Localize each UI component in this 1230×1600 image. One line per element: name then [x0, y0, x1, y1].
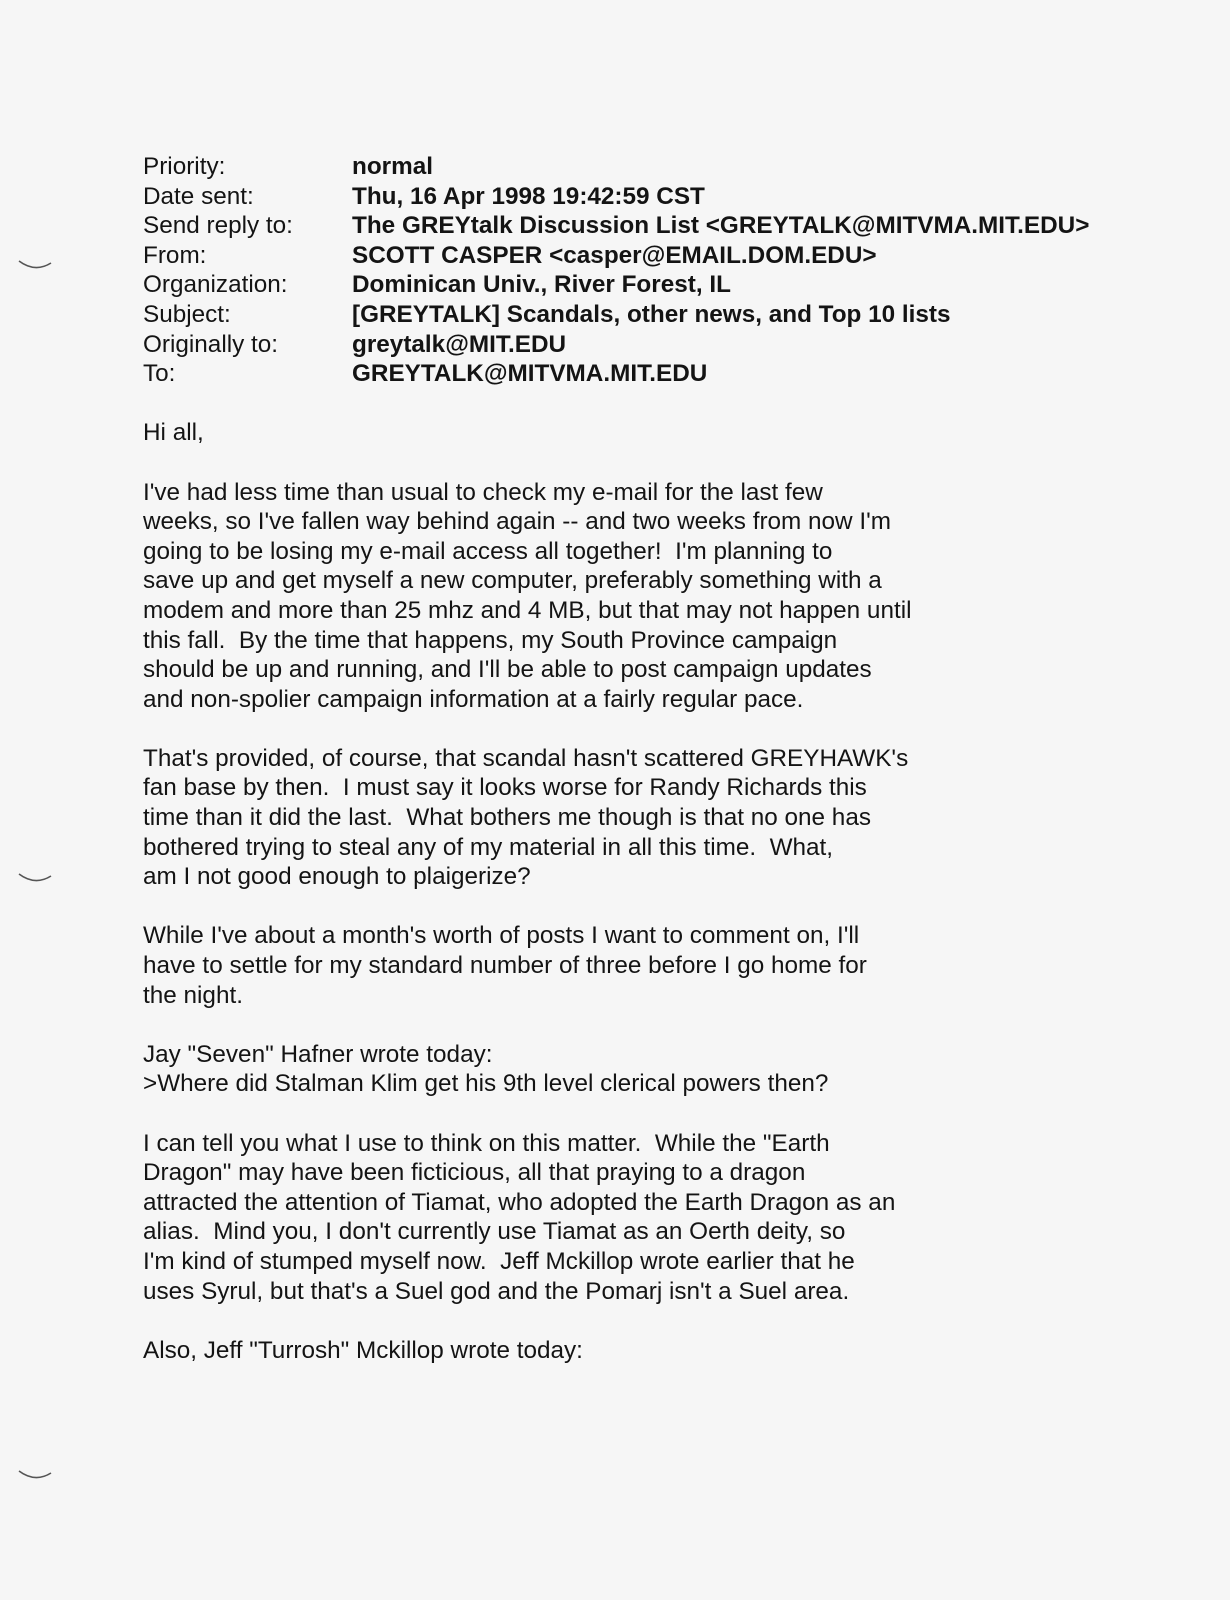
header-value: GREYTALK@MITVMA.MIT.EDU	[352, 360, 708, 388]
text-line: going to be losing my e-mail access all together! I'm planning to	[143, 537, 833, 565]
header-label: From:	[143, 241, 207, 269]
text-line: I've had less time than usual to check my e-mail for the last few	[143, 478, 823, 506]
paragraph	[143, 744, 1089, 892]
header-label: Date sent:	[143, 182, 254, 210]
text-line: am I not good enough to plaigerize?	[143, 863, 531, 891]
text-line: Also, Jeff "Turrosh" Mckillop wrote today:	[143, 1336, 583, 1364]
header-row	[143, 152, 1089, 182]
paragraph	[143, 418, 1089, 448]
text-line: and non-spolier campaign information at a fairly regular pace.	[143, 685, 804, 713]
text-line: save up and get myself a new computer, preferably something with a	[143, 567, 882, 595]
header-value: greytalk@MIT.EDU	[352, 330, 567, 358]
header-value: normal	[352, 153, 434, 180]
header-value: Dominican Univ., River Forest, IL	[352, 271, 731, 299]
hole-punch-mark-icon	[18, 872, 52, 884]
email-printout	[143, 152, 1089, 1365]
hole-punch-mark-icon	[18, 1469, 52, 1481]
hole-punch-mark-icon	[18, 259, 52, 271]
text-line: this fall. By the time that happens, my South Province campaign	[143, 626, 838, 654]
text-line: attracted the attention of Tiamat, who adopted the Earth Dragon as an	[143, 1188, 896, 1216]
header-label: Subject:	[143, 300, 231, 328]
text-line: Dragon" may have been ficticious, all that praying to a dragon	[143, 1159, 806, 1187]
text-line: Hi all,	[143, 419, 204, 447]
paragraph	[143, 478, 1089, 715]
text-line: should be up and running, and I'll be able to post campaign updates	[143, 656, 872, 684]
header-row	[143, 270, 1089, 300]
header-label: To:	[143, 360, 176, 388]
paragraph	[143, 1336, 1089, 1366]
header-row	[143, 241, 1089, 271]
text-line: time than it did the last. What bothers me though is that no one has	[143, 804, 871, 832]
header-row	[143, 330, 1089, 360]
text-line: Jay "Seven" Hafner wrote today:	[143, 1040, 493, 1068]
text-line: alias. Mind you, I don't currently use Tiamat as an Oerth deity, so	[143, 1218, 846, 1246]
email-header	[143, 152, 1089, 389]
header-label: Originally to:	[143, 330, 279, 358]
header-value: Thu, 16 Apr 1998 19:42:59 CST	[352, 182, 705, 210]
header-label: Priority:	[143, 153, 226, 180]
text-line: >Where did Stalman Klim get his 9th level clerical powers then?	[143, 1070, 829, 1098]
text-line: bothered trying to steal any of my material in all this time. What,	[143, 833, 834, 861]
text-line: I can tell you what I use to think on this matter. While the "Earth	[143, 1129, 830, 1157]
text-line: That's provided, of course, that scandal hasn't scattered GREYHAWK's	[143, 744, 909, 772]
header-row	[143, 211, 1089, 241]
text-line: fan base by then. I must say it looks worse for Randy Richards this	[143, 774, 867, 802]
paragraph	[143, 1040, 1089, 1099]
text-line: I'm kind of stumped myself now. Jeff Mckillop wrote earlier that he	[143, 1247, 855, 1275]
text-line: have to settle for my standard number of three before I go home for	[143, 952, 867, 980]
text-line: weeks, so I've fallen way behind again -- and two weeks from now I'm	[143, 508, 891, 536]
header-value: The GREYtalk Discussion List <GREYTALK@MITVMA.MIT.EDU>	[352, 212, 1090, 240]
text-line: the night.	[143, 981, 243, 1009]
header-row	[143, 300, 1089, 330]
header-label: Send reply to:	[143, 212, 293, 240]
paragraph	[143, 921, 1089, 1010]
text-line: While I've about a month's worth of posts I want to comment on, I'll	[143, 922, 860, 950]
header-row	[143, 182, 1089, 212]
email-body	[143, 418, 1089, 1365]
text-line: modem and more than 25 mhz and 4 MB, but that may not happen until	[143, 596, 912, 624]
header-label: Organization:	[143, 271, 288, 299]
text-line: uses Syrul, but that's a Suel god and the Pomarj isn't a Suel area.	[143, 1277, 850, 1305]
header-value: [GREYTALK] Scandals, other news, and Top 10 lists	[352, 300, 951, 328]
header-row	[143, 359, 1089, 389]
header-value: SCOTT CASPER <casper@EMAIL.DOM.EDU>	[352, 241, 877, 269]
paragraph	[143, 1129, 1089, 1307]
